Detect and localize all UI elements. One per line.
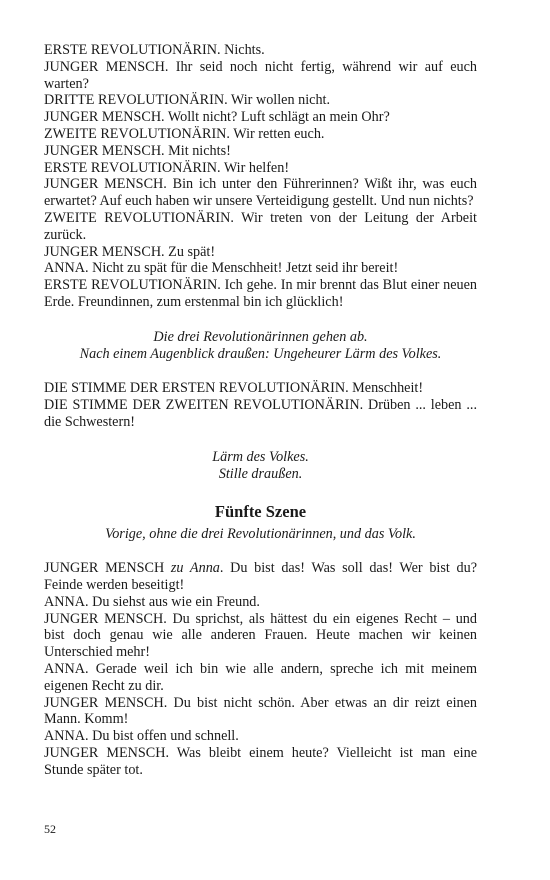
scene-heading: Fünfte Szene xyxy=(214,502,307,522)
page-number: 52 xyxy=(44,822,56,836)
dialogue-block-1 xyxy=(44,42,477,311)
stage-direction-line: Lärm des Volkes. xyxy=(212,448,309,465)
dialogue-line xyxy=(44,560,477,594)
dialogue-text: . Du bist das! Was soll das! Wer bist du? Feinde werden beseitigt! xyxy=(44,560,478,593)
stage-direction-1 xyxy=(44,329,477,363)
dialogue-line: JUNGER MENSCH. Bin ich unter den Führerinnen? Wißt ihr, was euch erwartet? Auf euch haben wir unsere Verteidigung gestellt. Und nun nichts? xyxy=(44,176,477,210)
dialogue-line: ANNA. Nicht zu spät für die Menschheit! Jetzt seid ihr bereit! xyxy=(44,260,399,277)
stage-direction-2 xyxy=(44,449,477,483)
dialogue-line: JUNGER MENSCH. Ihr seid noch nicht fertig, während wir auf euch warten? xyxy=(44,58,477,92)
page-body xyxy=(44,42,477,778)
dialogue-block-2 xyxy=(44,380,477,430)
stage-direction-line: Stille draußen. xyxy=(218,465,303,482)
dialogue-line: JUNGER MENSCH. Du sprichst, als hättest du ein eigenes Recht – und bist doch genau wie alle anderen Frauen. Heute machen wir keinen Unterschied mehr! xyxy=(44,610,477,661)
dialogue-line: DRITTE REVOLUTIONÄRIN. Wir wollen nicht. xyxy=(44,92,331,109)
stage-direction-line: Nach einem Augenblick draußen: Ungeheurer Lärm des Volkes. xyxy=(79,345,442,362)
speaker-name: JUNGER MENSCH xyxy=(44,560,171,577)
dialogue-line: JUNGER MENSCH. Was bleibt einem heute? Vielleicht ist man eine Stunde später tot. xyxy=(44,744,477,778)
dialogue-line: JUNGER MENSCH. Zu spät! xyxy=(44,243,216,260)
dialogue-line: ZWEITE REVOLUTIONÄRIN. Wir treten von der Leitung der Arbeit zurück. xyxy=(44,209,477,243)
dialogue-line: ERSTE REVOLUTIONÄRIN. Wir helfen! xyxy=(44,159,290,176)
dialogue-line: DIE STIMME DER ZWEITEN REVOLUTIONÄRIN. Drüben ... leben ... die Schwestern! xyxy=(44,397,477,430)
dialogue-line: JUNGER MENSCH. Wollt nicht? Luft schlägt an mein Ohr? xyxy=(44,109,390,126)
dialogue-line: ANNA. Du bist offen und schnell. xyxy=(44,728,239,745)
dialogue-block-3 xyxy=(44,560,477,778)
inline-stage-direction: zu Anna xyxy=(170,560,220,577)
dialogue-line: JUNGER MENSCH. Du bist nicht schön. Aber etwas an dir reizt einen Mann. Komm! xyxy=(44,694,477,728)
dialogue-line: ERSTE REVOLUTIONÄRIN. Nichts. xyxy=(44,42,265,58)
dialogue-line: ZWEITE REVOLUTIONÄRIN. Wir retten euch. xyxy=(44,125,325,142)
scene-stage-direction: Vorige, ohne die drei Revolutionärinnen, und das Volk. xyxy=(105,526,416,543)
dialogue-line: ANNA. Du siehst aus wie ein Freund. xyxy=(44,593,260,610)
dialogue-line: ERSTE REVOLUTIONÄRIN. Ich gehe. In mir brennt das Blut einer neuen Erde. Freundinnen, zum erstenmal bin ich glücklich! xyxy=(44,277,477,310)
dialogue-line: ANNA. Gerade weil ich bin wie alle andern, spreche ich mit meinem eigenen Recht zu dir. xyxy=(44,660,477,694)
stage-direction-line: Die drei Revolutionärinnen gehen ab. xyxy=(153,328,368,345)
dialogue-line: JUNGER MENSCH. Mit nichts! xyxy=(44,142,231,159)
dialogue-line: DIE STIMME DER ERSTEN REVOLUTIONÄRIN. Menschheit! xyxy=(44,380,424,397)
